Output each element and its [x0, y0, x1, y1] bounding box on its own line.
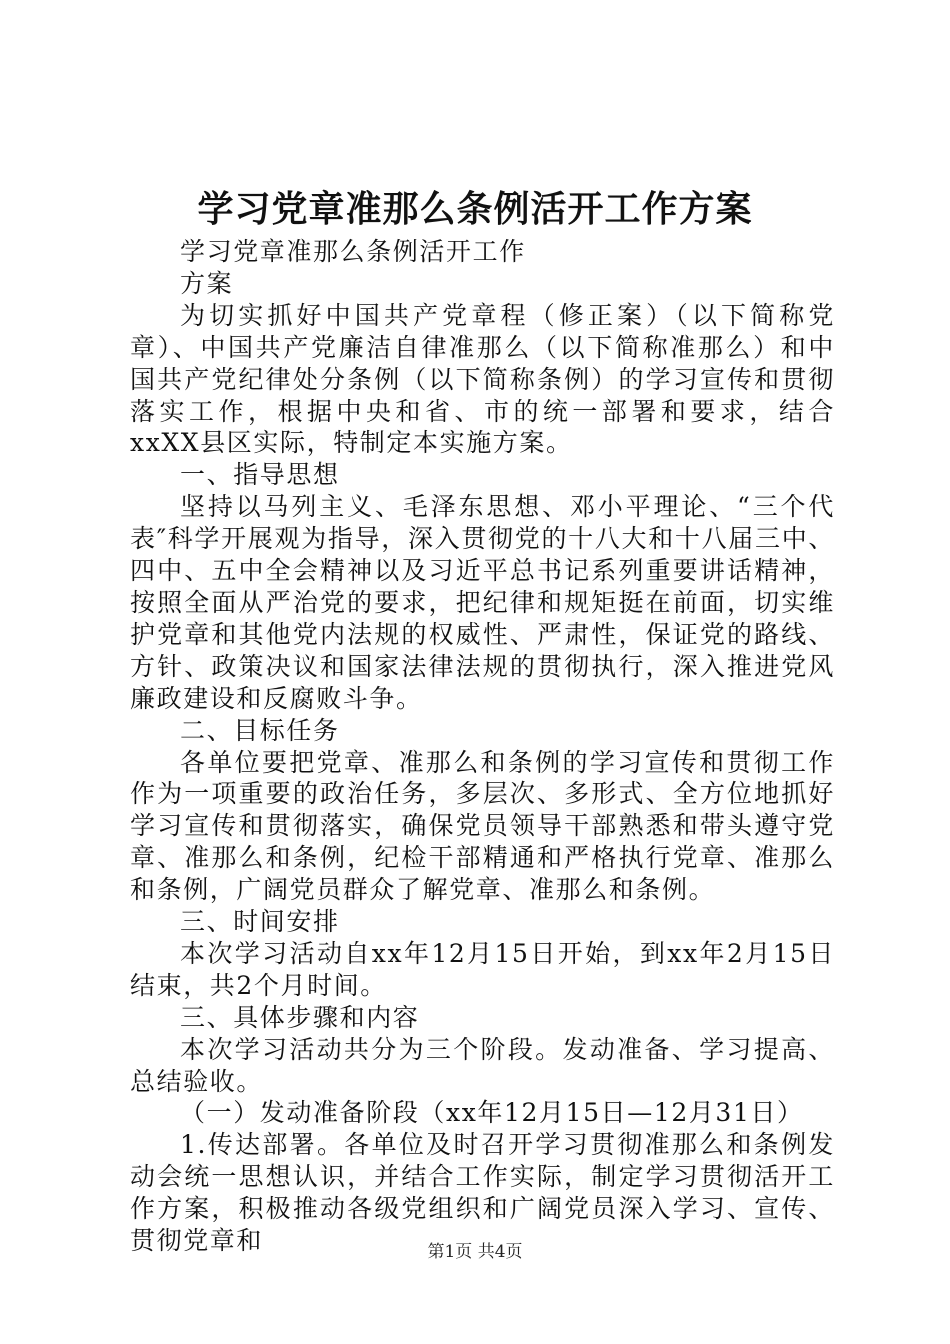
document-body — [130, 236, 835, 1257]
section-heading-guiding-thought: 一、指导思想 — [180, 460, 340, 490]
page-footer: 第1页 共4页 — [427, 1242, 523, 1262]
section-heading-schedule: 三、时间安排 — [180, 907, 340, 937]
paragraph-deployment: 1.传达部署。各单位及时召开学习贯彻准那么和条例发动会统一思想认识，并结合工作实际，制定学习贯彻活开工作方案，积极推动各级党组织和广阔党员深入学习、宣传、贯彻党章和 — [130, 1130, 835, 1256]
subsection-heading-preparation: （一）发动准备阶段（xx年12月15日—12月31日） — [180, 1098, 804, 1128]
paragraph-schedule: 本次学习活动自xx年12月15日开始，到xx年2月15日结束，共2个月时间。 — [130, 938, 835, 1000]
section-heading-goals: 二、目标任务 — [180, 715, 340, 745]
document-title: 学习党章准那么条例活开工作方案 — [197, 189, 753, 230]
paragraph-steps: 本次学习活动共分为三个阶段。发动准备、学习提高、总结验收。 — [130, 1034, 835, 1096]
paragraph-intro: 为切实抓好中国共产党章程（修正案）（以下简称党章）、中国共产党廉洁自律准那么（以下简称准那么）和中国共产党纪律处分条例（以下简称条例）的学习宣传和贯彻落实工作，根据中央和省、市的统一部署和要求，结合xxXX县区实际，特制定本实施方案。 — [130, 300, 835, 458]
paragraph-subtitle-line1: 学习党章准那么条例活开工作 — [180, 237, 526, 266]
paragraph-goals: 各单位要把党章、准那么和条例的学习宣传和贯彻工作作为一项重要的政治任务，多层次、多形式、全方位地抓好学习宣传和贯彻落实，确保党员领导干部熟悉和带头遵守党章、准那么和条例，纪检干部精通和严格执行党章、准那么和条例，广阔党员群众了解党章、准那么和条例。 — [130, 747, 835, 905]
section-heading-steps: 三、具体步骤和内容 — [180, 1002, 420, 1032]
paragraph-guiding-thought: 坚持以马列主义、毛泽东思想、邓小平理论、“三个代表″科学开展观为指导，深入贯彻党的十八大和十八届三中、四中、五中全会精神以及习近平总书记系列重要讲话精神，按照全面从严治党的要求，把纪律和规矩挺在前面，切实维护党章和其他党内法规的权威性、严肃性，保证党的路线、方针、政策决议和国家法律法规的贯彻执行，深入推进党风廉政建设和反腐败斗争。 — [130, 492, 835, 713]
paragraph-subtitle-line2: 方案 — [180, 268, 234, 298]
